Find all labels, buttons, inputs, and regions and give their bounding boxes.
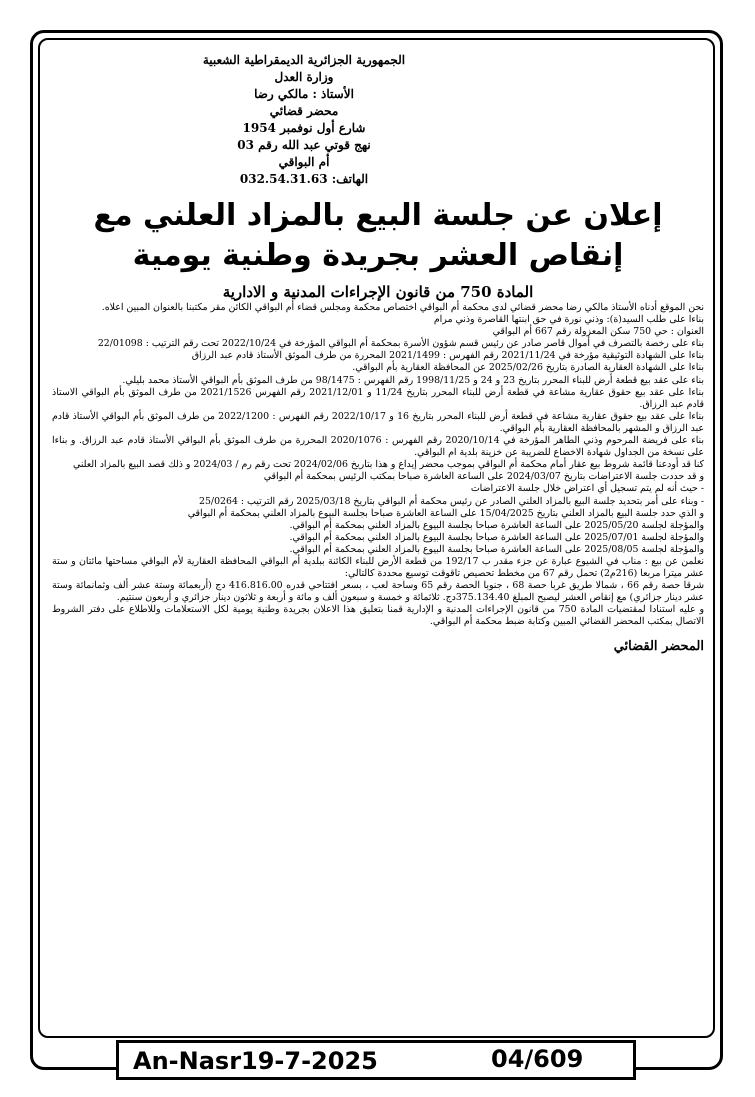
announcement [52, 52, 704, 654]
newspaper-date: An-Nasr19-7-2025 [133, 1047, 378, 1075]
body-paragraph: بناء على رخصة بالتصرف في أموال قاصر صادر عن رئيس قسم شؤون الأسرة بمحكمة أم البواقي المؤرخة في 2022/10/24 تحت رقم الترتيب : 22/01098 [97, 338, 704, 350]
body-paragraph: بناء على فريضة المرحوم وذني الطاهر المؤرخة في 2020/10/14 رقم الفهرس : 2020/1076 المحررة من طرف الموثق بأم البواقي الأستاذ قادم عبد الرزاق. و بناءا على نسخة من الجداول شهادة الاخضاع للضريبة عن خزينة بلدية ام البواقي. [52, 435, 704, 459]
body-paragraph: بناءا على الشهادة العقارية الصادرة بتاريخ 2025/02/26 عن المحافظة العقارية بأم البواقي. [352, 362, 704, 374]
body-paragraph: بناء على عقد بيع قطعة أرض للبناء المحرر بتاريخ 23 و 24 و 1998/11/25 رقم الفهرس : 98/1475 من طرف الموثق بأم البواقي الأستاذ محمد بليلي. [122, 374, 704, 386]
phone-line [124, 171, 484, 188]
body-paragraph: العنوان : حي 750 سكن المعزولة رقم 667 أم البواقي [492, 326, 704, 338]
announcement-title: إعلان عن جلسة البيع بالمزاد العلني مع إنقاص العشر بجريدة وطنية يومية [93, 198, 663, 273]
body-paragraph: بناءا على طلب السيد(ة): وذني نورة في حق ابنتها القاصرة وذني مرام [433, 314, 704, 326]
body-paragraph: والمؤجلة لجلسة 2025/08/05 على الساعة العاشرة صباحا بجلسة البيوع بالمزاد العلني بمحكمة أم البواقي. [289, 543, 704, 555]
reference-number: 04/609 [491, 1045, 584, 1073]
body-paragraph: نحن الموقع أدناه الأستاذ مالكي رضا محضر قضائي لدى محكمة أم البواقي اختصاص محكمة ومجلس قضاء أم البواقي الكائن مقر مكتبنا بالعنوان المبين اعلاه. [101, 302, 704, 313]
letterhead-line: الجمهورية الجزائرية الديمقراطية الشعبية [202, 53, 406, 67]
body-paragraph: بناءا على الشهادة التوثيقية مؤرخة في 2021/11/24 رقم الفهرس : 2021/1499 المحررة من طرف الموثق الأستاذ قادم عبد الرزاق [191, 350, 704, 362]
signature: المحضر القضائي [613, 638, 704, 654]
phone-label: الهاتف: [331, 172, 369, 186]
body-paragraph: شرقا حصة رقم 66 ، شمالا طريق غربا حصة 68 ، جنوبا الحصة رقم 65 وساحة لعب ، بسعر افتتاحي قدره 416.816.00 دج (أربعمائة وستة عشر ألف وثمانمائة وستة عشر دينار جزائري) مع إنقاص العشر ليصبح المبلغ 375.134.40دج. ثلاثمائة و خمسة و سبعون ألف و مائة و أربعة و ثلاثون دينار جزائري و أربعون سنتيم. [52, 580, 704, 604]
letterhead-line: أم البواقي [278, 155, 330, 169]
body-paragraph: نعلمن عن بيع : مناب في الشيوع عبارة عن جزء مقدر ب 192/17 من قطعة الأرض للبناء الكائنة ببلدية أم البواقي المحافظة العقارية لأم البواقي مساحتها مائتان و ستة عشر ميترا مربعا (216م2) تحمل رقم 67 من مخطط تحصيص تاقوقت توسيع محددة كالتالي: [52, 555, 704, 580]
newspaper-footer [116, 1040, 636, 1080]
body-paragraph: و الذي حدد جلسة البيع بالمزاد العلني بتاريخ 15/04/2025 على الساعة العاشرة صباحا بجلسة البيوع بالمزاد العلني بمحكمة أم البواقي [187, 507, 704, 519]
letterhead-line: شارع أول نوفمبر 1954 [242, 121, 366, 135]
announcement-body [52, 302, 704, 629]
body-paragraph: والمؤجلة لجلسة 2025/07/01 على الساعة العاشرة صباحا بجلسة البيوع بالمزاد العلني بمحكمة أم البواقي. [289, 531, 704, 543]
letterhead-line: محضر قضائي [269, 104, 339, 118]
body-paragraph: و عليه استنادا لمقتضيات المادة 750 من قانون الإجراءات المدنية و الإدارية قمنا بتعليق هذا الاعلان بجريدة وطنية يومية لكل الاستعلامات وللاطلاع على دفتر الشروط الاتصال بمكتب المحضر القضائي المبين وكتابة ضبط محكمة أم البواقي. [52, 604, 705, 628]
body-paragraph: - وبناء على أمر بتحديد جلسة البيع بالمزاد العلني الصادر عن رئيس محكمة أم البواقي بتاريخ 2025/03/18 رقم الترتيب : 25/0264 [198, 495, 704, 507]
letterhead-line: وزارة العدل [274, 70, 334, 84]
letterhead-line: نهج قوتي عبد الله رقم 03 [237, 138, 371, 152]
article-reference: المادة 750 من قانون الإجراءات المدنية و الادارية [222, 283, 534, 301]
body-paragraph: و قد حددت جلسة الاعتراضات بتاريخ 2024/03/07 على الساعة العاشرة صباحا بمكتب الرئيس بمحكمة أم البواقي [263, 471, 704, 483]
letterhead [124, 52, 484, 188]
letterhead-line: الأستاذ : مالكي رضا [254, 87, 354, 101]
phone-value: 032.54.31.63 [239, 172, 328, 186]
body-paragraph: بناءا على عقد بيع حقوق عقارية مشاعة في قطعة أرض للبناء المحرر بتاريخ 16 و 2022/10/17 رقم الفهرس : 2022/1200 من طرف الموثق بأم البواقي الأستاذ قادم عبد الرزاق و المشهر بالمحافظة العقارية بأم البواقي. [52, 410, 704, 434]
body-paragraph: - حيث أنه لم يتم تسجيل أي اعتراض خلال جلسة الاعتراضات [470, 483, 704, 495]
body-paragraph: كنا قد أودعنا قائمة شروط بيع عقار أمام محكمة أم البواقي بموجب محضر إيداع و هذا بتاريخ 2024/02/06 تحت رقم رم / 2024/03 و ذلك قصد البيع بالمزاد العلني [73, 459, 704, 471]
body-paragraph: بناءا على عقد بيع حقوق عقارية مشاعة في قطعة أرض للبناء المحرر بتاريخ 11/24 و 2021/12/01 رقم الفهرس 2021/1526 من طرف الموثق بأم البواقي الاستاذ قادم عبد الرزاق. [52, 386, 704, 410]
body-paragraph: والمؤجلة لجلسة 2025/05/20 على الساعة العاشرة صباحا بجلسة البيوع بالمزاد العلني بمحكمة أم البواقي. [289, 519, 704, 531]
